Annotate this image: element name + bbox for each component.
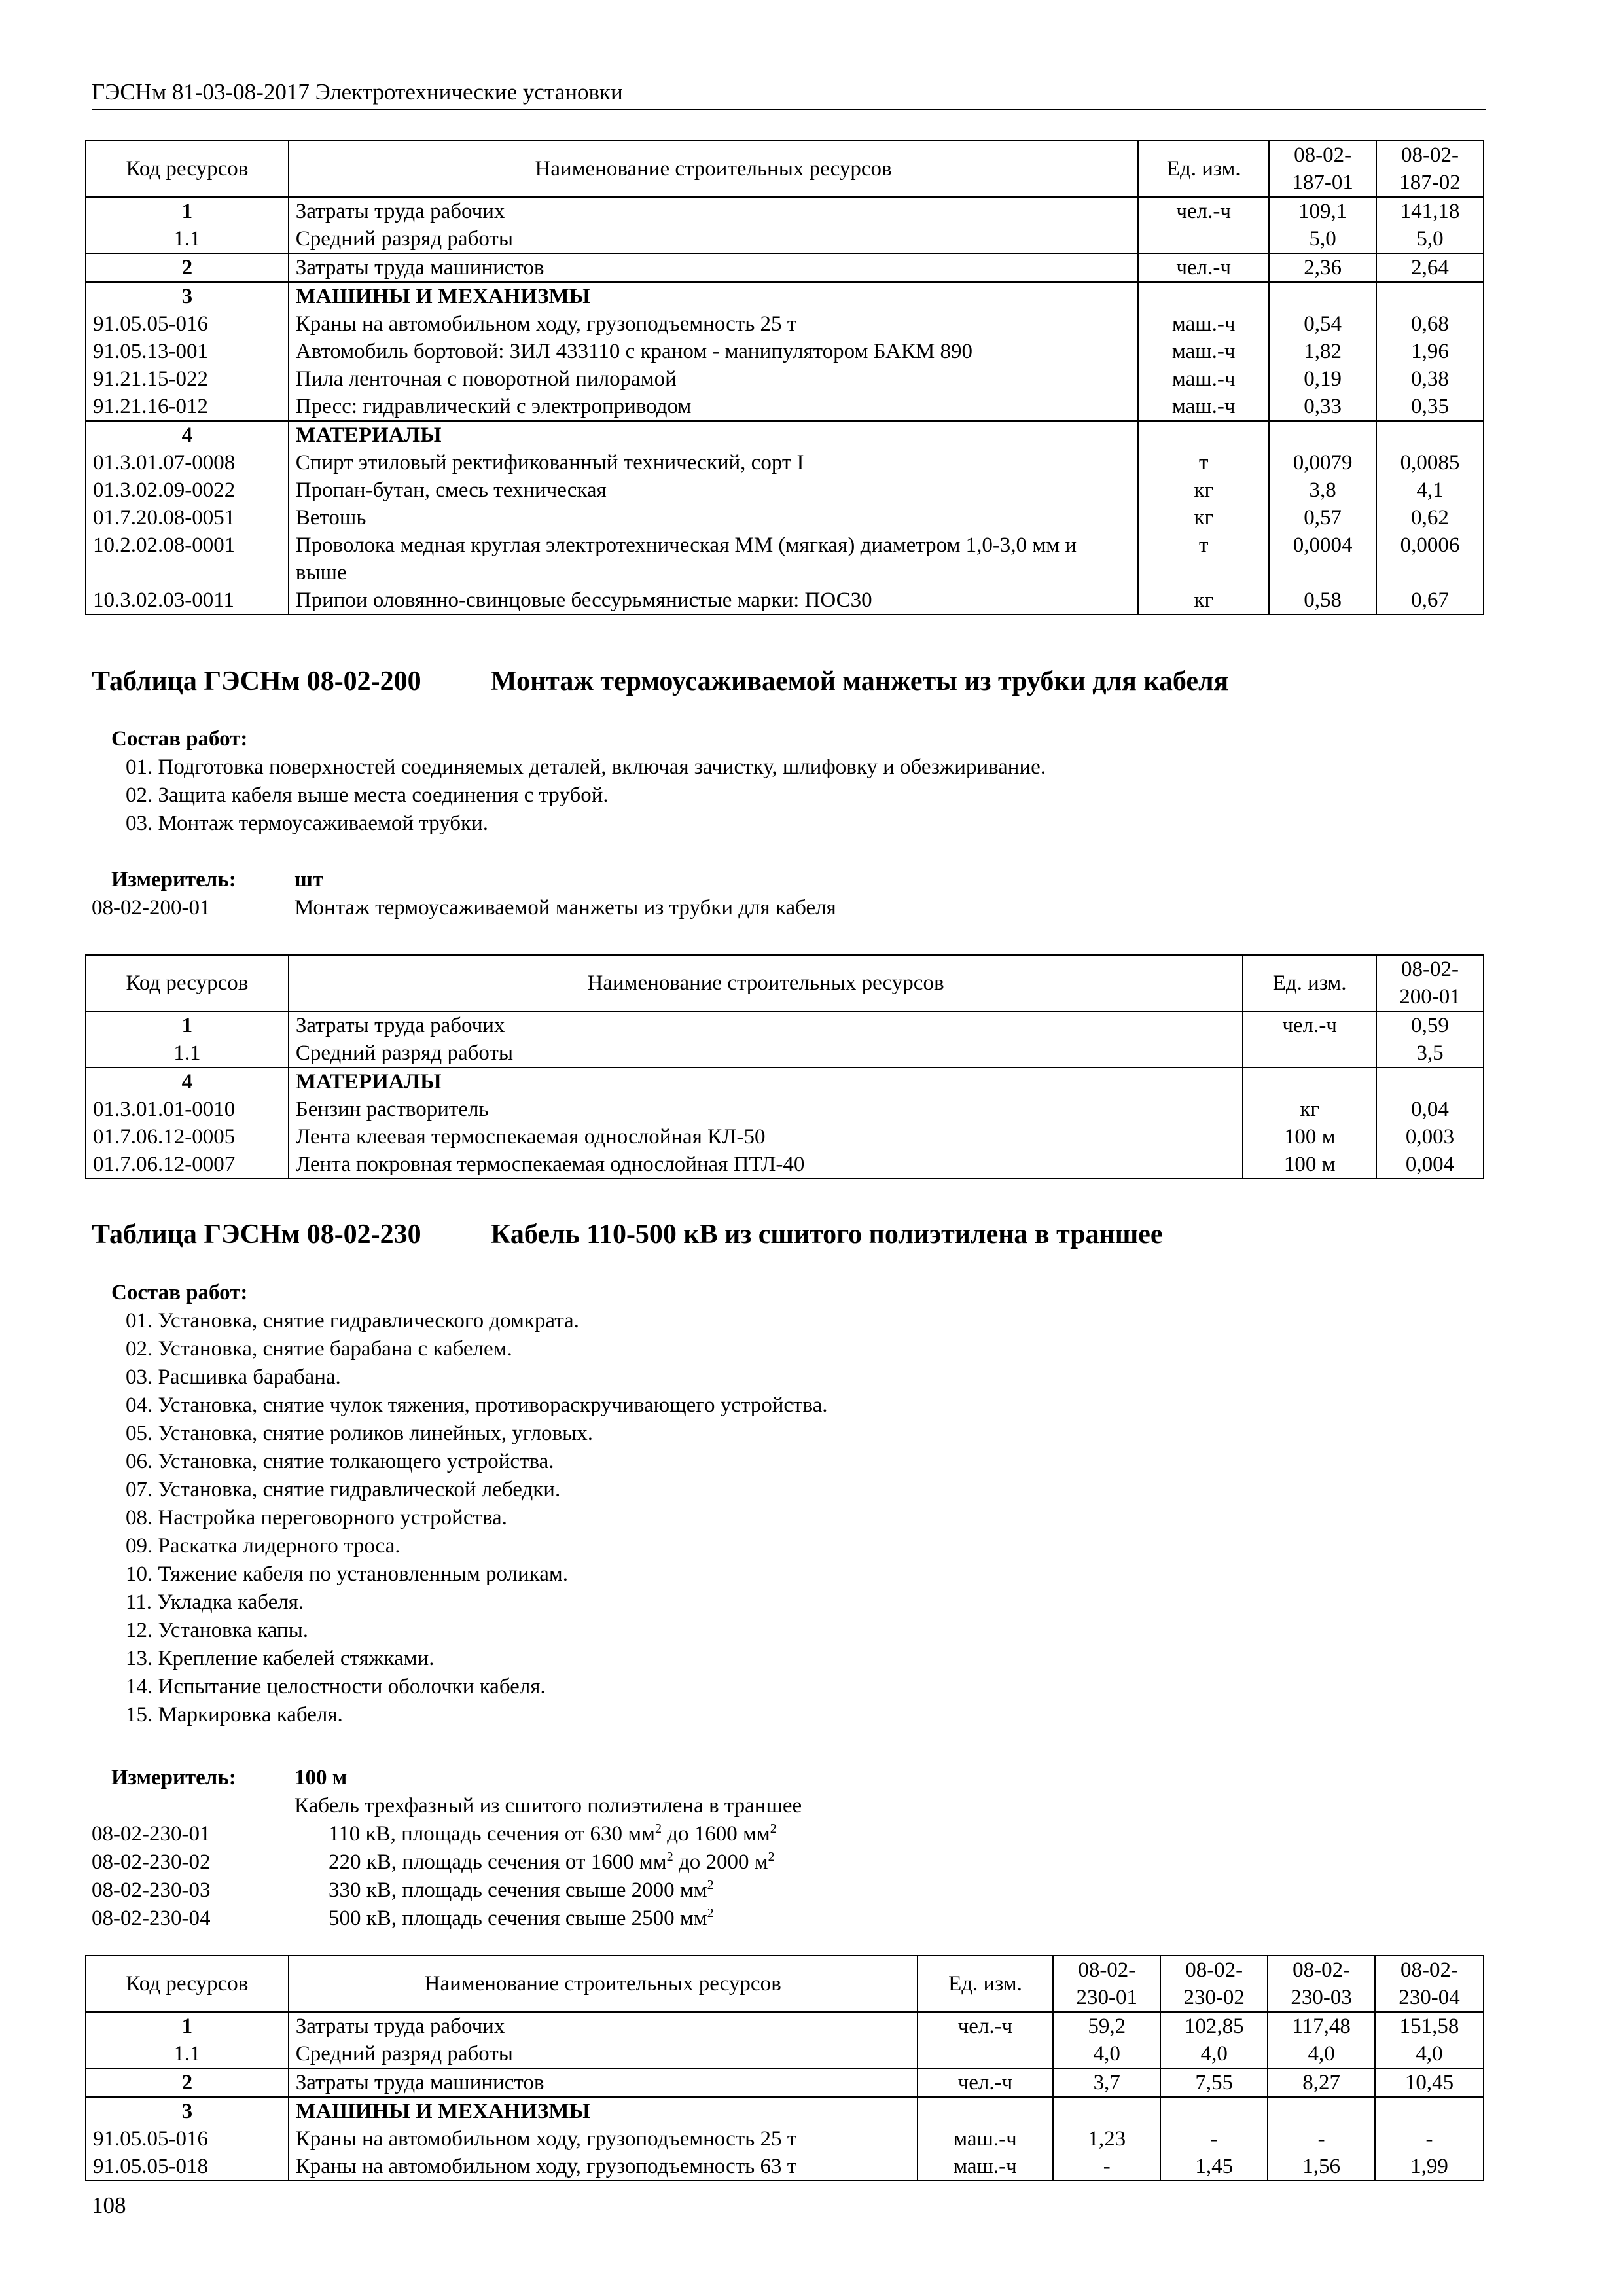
table-row [86,365,1484,393]
resource-code: 2 [86,2068,289,2097]
col-header-230-01: 08-02-230-01 [1053,1956,1160,2012]
unit-cell: 100 м [1243,1123,1376,1151]
table-row [86,1039,1484,1067]
unit-cell [918,2040,1054,2068]
value-cell: 1,45 [1160,2153,1268,2181]
resource-code: 3 [86,282,289,310]
resource-name: Лента клеевая термоспекаемая однослойная КЛ-50 [289,1123,1243,1151]
table-row [86,504,1484,531]
table-row [86,197,1484,225]
value-cell: 0,68 [1376,310,1484,338]
table-row [86,2125,1484,2153]
resource-code: 01.7.06.12-0005 [86,1123,289,1151]
value-cell: 0,62 [1376,504,1484,531]
value-cell: 141,18 [1376,197,1484,225]
table-row [86,2153,1484,2181]
value-cell: 151,58 [1375,2012,1484,2040]
item-text: 330 кВ, площадь сечения свыше 2000 $мм^2$ [329,1878,714,1902]
value-cell: - [1268,2125,1375,2153]
value-cell: 0,35 [1376,393,1484,421]
resource-code: 91.05.05-018 [86,2153,289,2181]
table-row [86,253,1484,282]
value-cell [1268,2097,1375,2125]
unit-cell: маш.-ч [1138,393,1269,421]
work-item: 03. Расшивка барабана. [126,1365,341,1389]
table-row [86,421,1484,449]
value-cell: 3,7 [1053,2068,1160,2097]
value-cell [1053,2097,1160,2125]
col-header-unit: Ед. изм. [918,1956,1054,2012]
resource-code: 91.21.15-022 [86,365,289,393]
table-title-number: Таблица ГЭСНм 08-02-200 [92,666,421,696]
value-cell: 5,0 [1269,225,1376,253]
works-list-230 [92,1279,828,1729]
resource-name: Припои оловянно-свинцовые бессурьмянистые марки: ПОС30 [289,586,1139,615]
unit-cell: чел.-ч [1138,197,1269,225]
value-cell: 0,004 [1376,1151,1484,1179]
resource-table-200 [85,954,1484,1179]
resource-code: 01.3.01.01-0010 [86,1096,289,1123]
value-cell: 59,2 [1053,2012,1160,2040]
value-cell: 0,19 [1269,365,1376,393]
resource-name: Автомобиль бортовой: ЗИЛ 433110 с краном - манипулятором БАКМ 890 [289,338,1139,365]
header-rule [92,109,1486,110]
meter-value: шт [294,868,324,891]
unit-cell: т [1138,531,1269,586]
resource-code: 4 [86,1067,289,1096]
value-cell: 0,0085 [1376,449,1484,476]
col-header-unit: Ед. изм. [1138,141,1269,197]
value-cell: 7,55 [1160,2068,1268,2097]
value-cell: 4,0 [1375,2040,1484,2068]
col-header-code: Код ресурсов [86,955,289,1011]
resource-name: МАШИНЫ И МЕХАНИЗМЫ [289,2097,918,2125]
work-item: 07. Установка, снятие гидравлической лебедки. [126,1478,561,1501]
value-cell: - [1375,2125,1484,2153]
resource-code: 1.1 [86,2040,289,2068]
unit-cell: кг [1138,586,1269,615]
work-item: 12. Установка капы. [126,1619,309,1642]
resource-table-230 [85,1955,1484,2181]
resource-code: 1.1 [86,225,289,253]
value-cell: 0,57 [1269,504,1376,531]
work-item: 03. Монтаж термоусаживаемой трубки. [126,812,488,835]
table-row [86,1123,1484,1151]
value-cell: 4,0 [1268,2040,1375,2068]
unit-cell [1138,421,1269,449]
value-cell: 2,64 [1376,253,1484,282]
value-cell: 0,33 [1269,393,1376,421]
value-cell: 1,99 [1375,2153,1484,2181]
unit-cell: кг [1138,476,1269,504]
resource-code: 91.05.05-016 [86,310,289,338]
page-number: 108 [92,2193,126,2218]
resource-code: 3 [86,2097,289,2125]
resource-name: Затраты труда машинистов [289,2068,918,2097]
value-cell [1375,2097,1484,2125]
measure-block-230 [92,1764,802,1933]
meter-caption: Кабель трехфазный из сшитого полиэтилена в траншее [294,1794,802,1818]
resource-name: Средний разряд работы [289,2040,918,2068]
resource-code: 91.21.16-012 [86,393,289,421]
value-cell: 0,38 [1376,365,1484,393]
value-cell: 102,85 [1160,2012,1268,2040]
work-item: 02. Защита кабеля выше места соединения с трубой. [126,783,609,807]
resource-name: Краны на автомобильном ходу, грузоподъемность 25 т [289,310,1139,338]
col-header-name: Наименование строительных ресурсов [289,141,1139,197]
unit-cell: маш.-ч [1138,365,1269,393]
work-item: 13. Крепление кабелей стяжками. [126,1647,435,1670]
resource-code: 01.7.20.08-0051 [86,504,289,531]
resource-name: Затраты труда машинистов [289,253,1139,282]
value-cell: 4,0 [1160,2040,1268,2068]
table-row [86,1096,1484,1123]
item-text: Монтаж термоусаживаемой манжеты из трубки для кабеля [294,896,836,920]
table-row [86,449,1484,476]
value-cell: 0,54 [1269,310,1376,338]
value-cell [1160,2097,1268,2125]
unit-cell: чел.-ч [1243,1011,1376,1039]
resource-name: Средний разряд работы [289,1039,1243,1067]
table-row [86,1151,1484,1179]
work-item: 06. Установка, снятие толкающего устройства. [126,1450,554,1473]
resource-code: 10.3.02.03-0011 [86,586,289,615]
table-row [86,2012,1484,2040]
col-header-name: Наименование строительных ресурсов [289,955,1243,1011]
resource-name: МАТЕРИАЛЫ [289,421,1139,449]
resource-name: Пила ленточная с поворотной пилорамой [289,365,1139,393]
unit-cell [918,2097,1054,2125]
measure-block-200 [92,866,836,922]
table-row [86,2040,1484,2068]
resource-code: 01.3.01.07-0008 [86,449,289,476]
unit-cell [1138,225,1269,253]
resource-name: Ветошь [289,504,1139,531]
unit-cell: чел.-ч [918,2012,1054,2040]
resource-name: Пресс: гидравлический с электроприводом [289,393,1139,421]
value-cell: 2,36 [1269,253,1376,282]
item-text: 110 кВ, площадь сечения от 630 $мм^2$ до 1600 $мм^2$ [329,1821,777,1846]
work-item: 10. Тяжение кабеля по установленным роликам. [126,1562,568,1586]
resource-code: 01.7.06.12-0007 [86,1151,289,1179]
work-item: 11. Укладка кабеля. [126,1590,304,1614]
col-header-code: Код ресурсов [86,141,289,197]
resource-code: 1 [86,1011,289,1039]
value-cell: 0,0079 [1269,449,1376,476]
unit-cell: кг [1243,1096,1376,1123]
value-cell: - [1053,2153,1160,2181]
value-cell [1269,282,1376,310]
resource-name: Затраты труда рабочих [289,197,1139,225]
unit-cell: маш.-ч [1138,310,1269,338]
unit-cell: маш.-ч [918,2125,1054,2153]
resource-name: МАШИНЫ И МЕХАНИЗМЫ [289,282,1139,310]
value-cell: 1,82 [1269,338,1376,365]
resource-name: Краны на автомобильном ходу, грузоподъемность 25 т [289,2125,918,2153]
unit-cell: чел.-ч [918,2068,1054,2097]
table-row [86,338,1484,365]
value-cell: 117,48 [1268,2012,1375,2040]
unit-cell: чел.-ч [1138,253,1269,282]
col-header-code: Код ресурсов [86,1956,289,2012]
value-cell [1376,1067,1484,1096]
resource-name: Средний разряд работы [289,225,1139,253]
meter-value: 100 м [294,1766,348,1789]
col-header-230-03: 08-02-230-03 [1268,1956,1375,2012]
works-label: Состав работ: [111,727,248,751]
col-header-187-01: 08-02-187-01 [1269,141,1376,197]
work-item: 05. Установка, снятие роликов линейных, угловых. [126,1422,594,1445]
item-code: 08-02-230-02 [92,1850,211,1874]
table-row [86,586,1484,615]
resource-name: Бензин растворитель [289,1096,1243,1123]
work-item: 08. Настройка переговорного устройства. [126,1506,507,1530]
work-item: 02. Установка, снятие барабана с кабелем. [126,1337,512,1361]
table-row [86,393,1484,421]
table-row [86,310,1484,338]
work-item: 09. Раскатка лидерного троса. [126,1534,401,1558]
table-row [86,476,1484,504]
resource-code: 1 [86,197,289,225]
work-item: 01. Установка, снятие гидравлического домкрата. [126,1309,579,1333]
meter-label: Измеритель: [111,1766,236,1789]
col-header-187-02: 08-02-187-02 [1376,141,1484,197]
item-code: 08-02-230-01 [92,1822,211,1846]
unit-cell [1243,1067,1376,1096]
value-cell: 0,0006 [1376,531,1484,586]
item-text: 220 кВ, площадь сечения от 1600 $мм^2$ до 2000 $м^2$ [329,1850,775,1874]
table-row [86,1067,1484,1096]
table-row [86,2097,1484,2125]
resource-name: Спирт этиловый ректификованный технический, сорт I [289,449,1139,476]
item-text: 500 кВ, площадь сечения свыше 2500 $мм^2$ [329,1906,714,1930]
table-title-text: Кабель 110-500 кВ из сшитого полиэтилена в траншее [491,1219,1163,1249]
resource-code: 1.1 [86,1039,289,1067]
unit-cell: маш.-ч [918,2153,1054,2181]
value-cell: 3,5 [1376,1039,1484,1067]
unit-cell: 100 м [1243,1151,1376,1179]
resource-name: Затраты труда рабочих [289,2012,918,2040]
resource-name: Краны на автомобильном ходу, грузоподъемность 63 т [289,2153,918,2181]
resource-name: Лента покровная термоспекаемая однослойная ПТЛ-40 [289,1151,1243,1179]
meter-label: Измеритель: [111,868,236,891]
value-cell: 0,59 [1376,1011,1484,1039]
col-header-230-02: 08-02-230-02 [1160,1956,1268,2012]
resource-code: 2 [86,253,289,282]
table-title-number: Таблица ГЭСНм 08-02-230 [92,1219,421,1249]
value-cell: 0,04 [1376,1096,1484,1123]
value-cell: 5,0 [1376,225,1484,253]
table-row [86,282,1484,310]
value-cell: - [1160,2125,1268,2153]
resource-table-187 [85,140,1484,615]
table-row [86,531,1484,586]
table-title-200 [92,664,1228,698]
resource-code: 91.05.13-001 [86,338,289,365]
unit-cell: т [1138,449,1269,476]
table-row [86,225,1484,253]
col-header-230-04: 08-02-230-04 [1375,1956,1484,2012]
unit-cell: кг [1138,504,1269,531]
value-cell: 1,56 [1268,2153,1375,2181]
item-code: 08-02-230-03 [92,1878,211,1902]
value-cell [1269,421,1376,449]
resource-code: 01.3.02.09-0022 [86,476,289,504]
works-label: Состав работ: [111,1281,248,1304]
unit-cell [1138,282,1269,310]
work-item: 04. Установка, снятие чулок тяжения, противораскручивающего устройства. [126,1393,828,1417]
resource-code: 4 [86,421,289,449]
table-row [86,2068,1484,2097]
item-code: 08-02-230-04 [92,1907,211,1930]
work-item: 15. Маркировка кабеля. [126,1703,343,1727]
table-title-text: Монтаж термоусаживаемой манжеты из трубки для кабеля [491,666,1229,696]
col-header-name: Наименование строительных ресурсов [289,1956,918,2012]
work-item: 01. Подготовка поверхностей соединяемых деталей, включая зачистку, шлифовку и обезжиривание. [126,755,1046,779]
value-cell [1376,421,1484,449]
value-cell: 0,67 [1376,586,1484,615]
value-cell: 0,0004 [1269,531,1376,586]
value-cell: 1,23 [1053,2125,1160,2153]
resource-code: 10.2.02.08-0001 [86,531,289,586]
resource-name: Проволока медная круглая электротехническая ММ (мягкая) диаметром 1,0-3,0 мм и выше [289,531,1139,586]
value-cell: 4,1 [1376,476,1484,504]
col-header-200-01: 08-02-200-01 [1376,955,1484,1011]
unit-cell [1243,1039,1376,1067]
value-cell: 4,0 [1053,2040,1160,2068]
value-cell: 10,45 [1375,2068,1484,2097]
work-item: 14. Испытание целостности оболочки кабеля. [126,1675,546,1698]
resource-code: 91.05.05-016 [86,2125,289,2153]
table-title-230 [92,1217,1163,1251]
resource-name: МАТЕРИАЛЫ [289,1067,1243,1096]
works-list-200 [92,725,1046,838]
item-code: 08-02-200-01 [92,896,211,920]
running-header: ГЭСНм 81-03-08-2017 Электротехнические установки [92,79,623,105]
value-cell [1376,282,1484,310]
value-cell: 1,96 [1376,338,1484,365]
resource-name: Пропан-бутан, смесь техническая [289,476,1139,504]
value-cell: 0,003 [1376,1123,1484,1151]
unit-cell: маш.-ч [1138,338,1269,365]
value-cell: 8,27 [1268,2068,1375,2097]
value-cell: 109,1 [1269,197,1376,225]
value-cell: 0,58 [1269,586,1376,615]
col-header-unit: Ед. изм. [1243,955,1376,1011]
value-cell: 3,8 [1269,476,1376,504]
resource-code: 1 [86,2012,289,2040]
table-row [86,1011,1484,1039]
resource-name: Затраты труда рабочих [289,1011,1243,1039]
